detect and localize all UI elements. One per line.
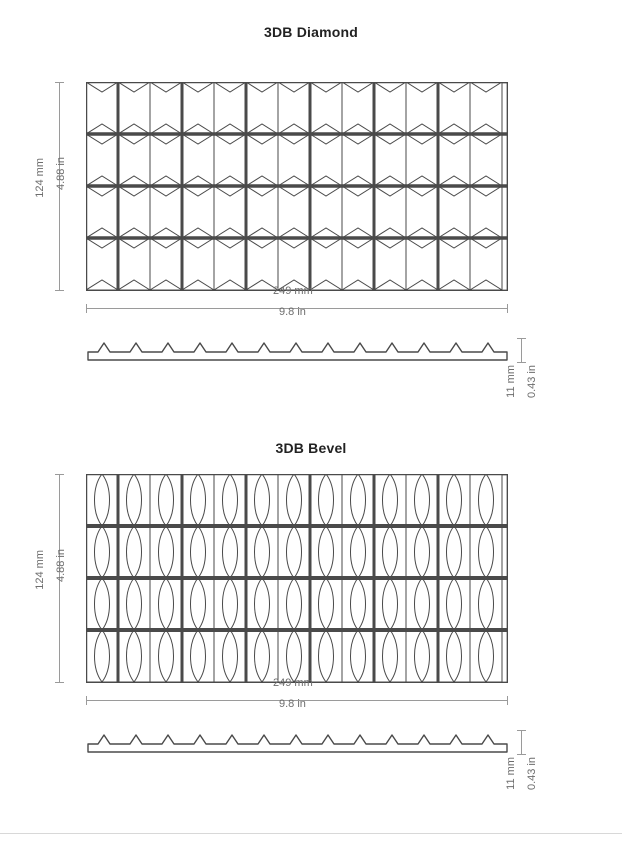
dim-tick [507,696,508,705]
dim-width-in-bevel: 9.8 in [279,698,306,710]
dim-tick [55,474,64,475]
side-view-bevel [86,730,510,754]
dim-tick [507,304,508,313]
dim-tick [55,82,64,83]
front-view-diamond [86,82,508,291]
dim-line-thickness-diamond [521,338,522,362]
dim-tick [55,290,64,291]
dim-height-mm-bevel: 124 mm [34,550,46,590]
dim-tick [55,682,64,683]
dim-width-mm-bevel: 249 mm [273,677,313,689]
panel-title-bevel: 3DB Bevel [275,440,347,456]
dim-thickness-in-diamond: 0.43 in [526,365,538,399]
page-divider [0,833,622,834]
front-view-bevel [86,474,508,683]
panel-bevel [0,440,622,830]
dim-width-in-diamond: 9.8 in [279,306,306,318]
dim-tick [86,696,87,705]
dim-height-mm-diamond: 124 mm [34,158,46,198]
dim-tick [517,338,526,339]
panel-diamond [0,24,622,414]
dim-tick [517,730,526,731]
side-view-diamond [86,338,510,362]
dim-width-mm-diamond: 249 mm [273,285,313,297]
dim-tick [517,362,526,363]
dim-line-thickness-bevel [521,730,522,754]
dim-tick [517,754,526,755]
dim-height-in-diamond: 4.88 in [55,157,67,191]
dim-height-in-bevel: 4.88 in [55,549,67,583]
panel-title-diamond: 3DB Diamond [264,24,358,40]
dim-thickness-mm-bevel: 11 mm [505,757,517,790]
dim-thickness-mm-diamond: 11 mm [505,365,517,398]
dim-thickness-in-bevel: 0.43 in [526,757,538,791]
dim-tick [86,304,87,313]
